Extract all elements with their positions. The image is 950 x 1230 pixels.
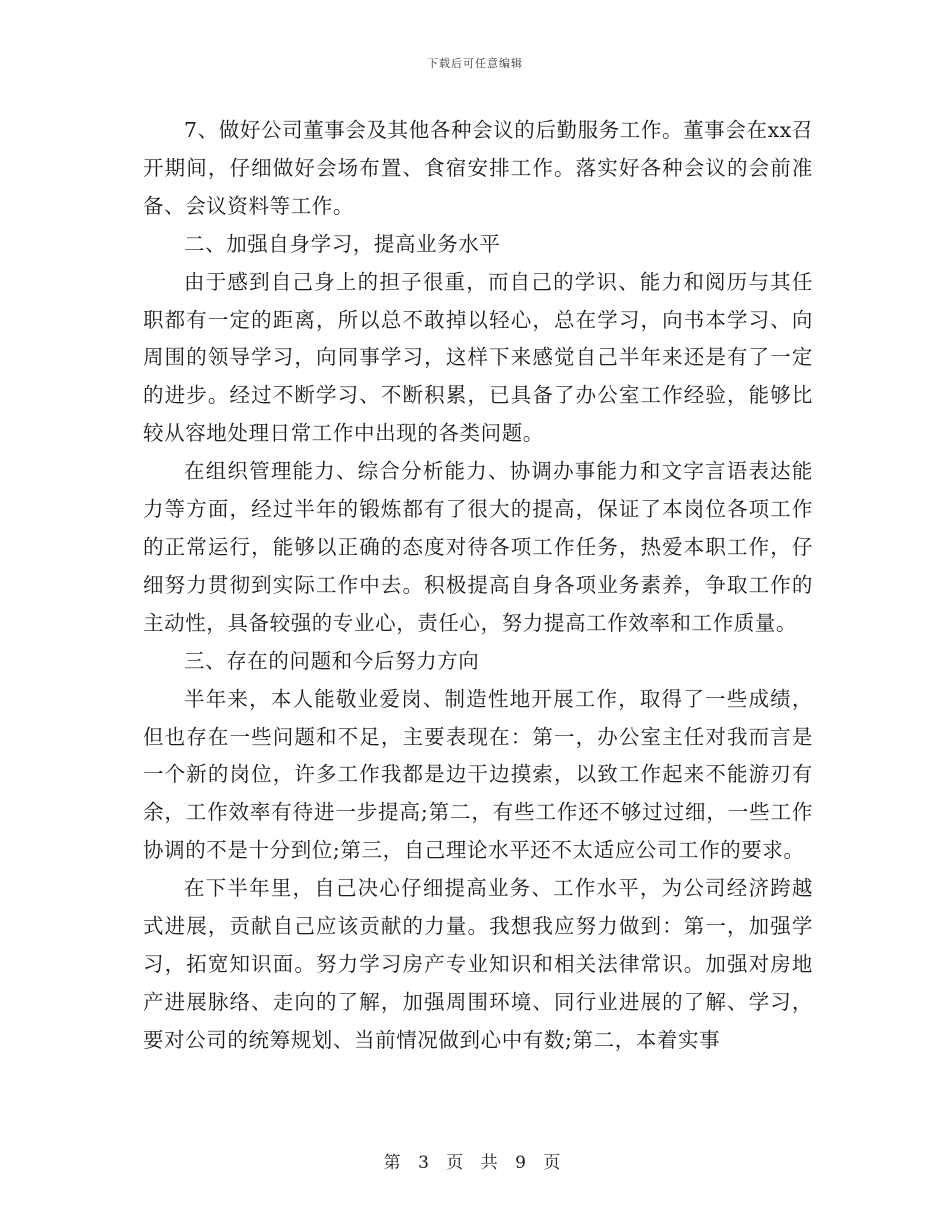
paragraph-4: 半年来，本人能敬业爱岗、制造性地开展工作，取得了一些成绩，但也存在一些问题和不足，主要表现在：第一，办公室主任对我而言是一个新的岗位，许多工作我都是边干边摸索，以致工作起来不能游刃有余，工作效率有待进一步提高;第二，有些工作还不够过过细，一些工作协调的不是十分到位;第三，自己理论水平还不太适应公司工作的要求。 — [143, 686, 813, 863]
page-header: 下载后可任意编辑 — [427, 57, 523, 70]
paragraph-5: 在下半年里，自己决心仔细提高业务、工作水平，为公司经济跨越式进展，贡献自己应该贡献的力量。我想我应努力做到：第一，加强学习，拓宽知识面。努力学习房产专业知识和相关法律常识。加强对房地产进展脉络、走向的了解，加强周围环境、同行业进展的了解、学习，要对公司的统筹规划、当前情况做到心中有数;第二，本着实事 — [143, 876, 813, 1052]
document-body — [143, 112, 813, 1060]
section-heading-3: 三、存在的问题和今后努力方向 — [184, 648, 480, 673]
paragraph-1: 7、做好公司董事会及其他各种会议的后勤服务工作。董事会在xx召开期间，仔细做好会场布置、食宿安排工作。落实好各种会议的会前准备、会议资料等工作。 — [143, 118, 813, 218]
section-heading-2: 二、加强自身学习，提高业务水平 — [184, 231, 501, 256]
paragraph-3: 在组织管理能力、综合分析能力、协调办事能力和文字言语表达能力等方面，经过半年的锻炼都有了很大的提高，保证了本岗位各项工作的正常运行，能够以正确的态度对待各项工作任务，热爱本职工作，仔细努力贯彻到实际工作中去。积极提高自身各项业务素养，争取工作的主动性，具备较强的专业心，责任心，努力提高工作效率和工作质量。 — [143, 459, 813, 635]
paragraph-2: 由于感到自己身上的担子很重，而自己的学识、能力和阅历与其任职都有一定的距离，所以总不敢掉以轻心，总在学习，向书本学习、向周围的领导学习，向同事学习，这样下来感觉自己半年来还是有了一定的进步。经过不断学习、不断积累，已具备了办公室工作经验，能够比较从容地处理日常工作中出现的各类问题。 — [143, 269, 813, 446]
page-number-footer: 第 3 页 共 9 页 — [383, 1153, 567, 1173]
